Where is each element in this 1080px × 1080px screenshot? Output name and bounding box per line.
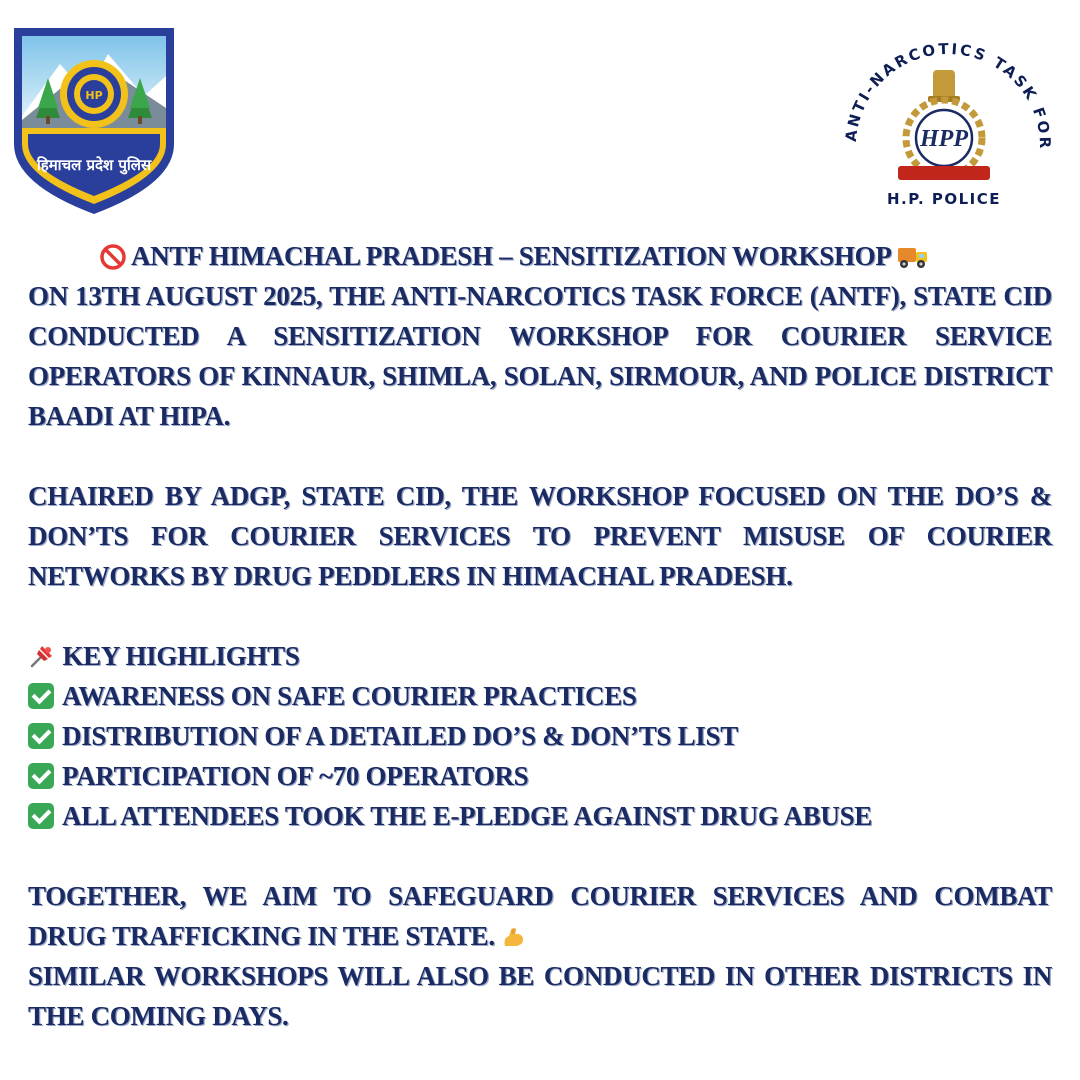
highlights-heading-text: KEY HIGHLIGHTS: [62, 641, 300, 671]
highlights-list: [28, 676, 872, 836]
title-text: ANTF HIMACHAL PRADESH – SENSITIZATION WORKSHOP: [130, 241, 891, 271]
antf-logo: [836, 26, 1060, 216]
hp-police-emblem: [12, 24, 176, 216]
list-item: PARTICIPATION OF ~70 OPERATORS: [28, 756, 872, 796]
delivery-truck-icon: [897, 241, 929, 281]
post-title: [100, 236, 1060, 281]
paragraph-similar: SIMILAR WORKSHOPS WILL ALSO BE CONDUCTED IN OTHER DISTRICTS IN THE COMING DAYS.: [28, 961, 1052, 1031]
emblem-label: हिमाचल प्रदेश पुलिस: [36, 156, 152, 174]
check-mark-icon: [28, 763, 54, 789]
paragraph-chaired: CHAIRED BY ADGP, STATE CID, THE WORKSHOP FOCUSED ON THE DO’S & DON’TS FOR COURIER SERVICES TO PREVENT MISUSE OF COURIER NETWORKS BY DRUG PEDDLERS IN HIMACHAL PRADESH.: [28, 481, 1052, 591]
check-mark-icon: [28, 683, 54, 709]
flexed-biceps-icon: [501, 921, 527, 961]
highlights-heading: [28, 636, 300, 681]
antf-arc-text: ANTI-NARCOTICS TASK FOR: [841, 39, 1055, 151]
no-entry-icon: [100, 241, 126, 281]
paragraph-together: [28, 876, 1052, 961]
svg-text:HP: HP: [85, 89, 103, 102]
list-item: AWARENESS ON SAFE COURIER PRACTICES: [28, 676, 872, 716]
paragraph-together-text: TOGETHER, WE AIM TO SAFEGUARD COURIER SERVICES AND COMBAT DRUG TRAFFICKING IN THE STATE.: [28, 881, 1052, 951]
check-mark-icon: [28, 723, 54, 749]
hpp-badge-text: HPP: [920, 126, 968, 152]
list-item: ALL ATTENDEES TOOK THE E-PLEDGE AGAINST DRUG ABUSE: [28, 796, 872, 836]
hp-police-label: H.P. POLICE: [886, 190, 1002, 208]
list-item: DISTRIBUTION OF A DETAILED DO’S & DON’TS LIST: [28, 716, 872, 756]
check-mark-icon: [28, 803, 54, 829]
pushpin-icon: [28, 641, 56, 681]
paragraph-intro: ON 13TH AUGUST 2025, THE ANTI-NARCOTICS TASK FORCE (ANTF), STATE CID CONDUCTED A SENSITIZATION WORKSHOP FOR COURIER SERVICE OPERATORS OF KINNAUR, SHIMLA, SOLAN, SIRMOUR, AND POLICE DISTRICT BAADI AT HIPA.: [28, 281, 1052, 431]
